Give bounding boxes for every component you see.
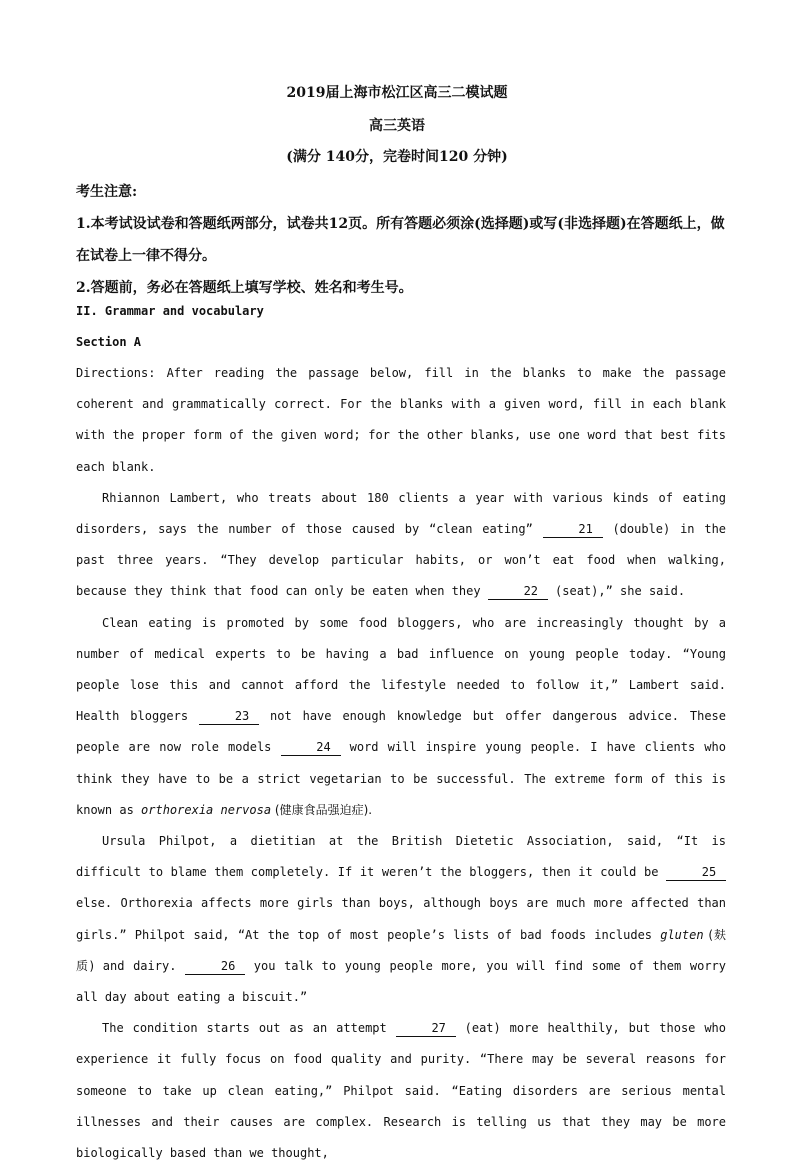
blank-26: 26 <box>185 959 245 975</box>
term-gluten-cn: (麸质) <box>76 927 726 973</box>
p3-text-1: Ursula Philpot, a dietitian at the British Dietetic Association, said, “It is difficult to blame them completely. If it weren’t the bloggers, then it could be <box>76 834 726 880</box>
blank-27: 27 <box>396 1021 456 1037</box>
p4-text-2: (eat) more healthily, but those who experience it fully focus on food quality and purity. “There may be several reasons for someone to take up clean eating,” Philpot said. “Eating disorders are serious mental illnesses and their causes are complex. Research is telling us that they may be more biologically based than we thought, <box>76 1021 726 1161</box>
paragraph-1 <box>76 483 726 608</box>
notice-item-2: 2.答题前，务必在答题纸上填写学校、姓名和考生号。 <box>76 280 413 296</box>
p3-text-2: else. Orthorexia affects more girls than boys, although boys are much more affected than girls.” Philpot said, “At the top of most people’s lists of bad foods includes <box>76 896 726 942</box>
term-orthorexia-cn: (健康食品强迫症). <box>271 802 373 817</box>
notice-item-1: 1.本考试设试卷和答题纸两部分，试卷共12页。所有答题必须涂(选择题)或写(非选择题)在答题纸上，做在试卷上一律不得分。 <box>76 216 725 264</box>
exam-title: 2019届上海市松江区高三二模试题 <box>286 85 508 101</box>
directions: Directions: After reading the passage below, fill in the blanks to make the passage coherent and grammatically correct. For the blanks with a given word, fill in each blank with the proper form of the given word; for the other blanks, use one word that best fits each blank. <box>76 366 726 474</box>
blank-23: 23 <box>199 709 259 725</box>
p4-text-1: The condition starts out as an attempt <box>102 1021 396 1036</box>
notice-block <box>76 176 726 304</box>
p1-text-3: (seat),” she said. <box>547 584 686 599</box>
notice-heading: 考生注意: <box>76 184 138 200</box>
blank-21: 21 <box>543 522 603 538</box>
p2-text-2: not have enough knowledge but offer dangerous advice. These people are now role models <box>76 709 727 755</box>
section-heading-ii: II. Grammar and vocabulary <box>76 304 264 318</box>
subject-title: 高三英语 <box>369 118 425 134</box>
blank-22: 22 <box>488 584 548 600</box>
p2-text-1: Clean eating is promoted by some food bloggers, who are increasingly thought by a number of medical experts to be having a bad influence on young people today. “Young people lose this and cannot afford the lifestyle needed to follow it,” Lambert said. Health bloggers <box>76 615 726 724</box>
p1-text-2: (double) in the past three years. “They develop particular habits, or won’t eat food when walking, because they think that food can only be eaten when they <box>76 522 727 599</box>
blank-24: 24 <box>281 740 341 756</box>
blank-25: 25 <box>666 865 726 881</box>
paragraph-2 <box>76 608 726 826</box>
paragraph-4 <box>76 1013 726 1169</box>
time-info: (满分 140分，完卷时间120 分钟) <box>286 149 508 165</box>
p3-text-3: and dairy. <box>94 958 186 973</box>
p1-text-1: Rhiannon Lambert, who treats about 180 clients a year with various kinds of eating disorders, says the number of those caused by “clean eating” <box>76 490 726 537</box>
passage <box>76 358 726 1169</box>
section-heading-a: Section A <box>76 335 142 349</box>
term-orthorexia: orthorexia nervosa <box>141 802 272 817</box>
term-gluten: gluten <box>660 927 704 942</box>
paragraph-3 <box>76 826 726 1013</box>
p3-text-4: you talk to young people more, you will find some of them worry all day about eating a biscuit.” <box>76 958 727 1005</box>
p2-text-3: word will inspire young people. I have clients who think they have to be a strict vegetarian to be successful. The extreme form of this is known as <box>76 740 726 817</box>
